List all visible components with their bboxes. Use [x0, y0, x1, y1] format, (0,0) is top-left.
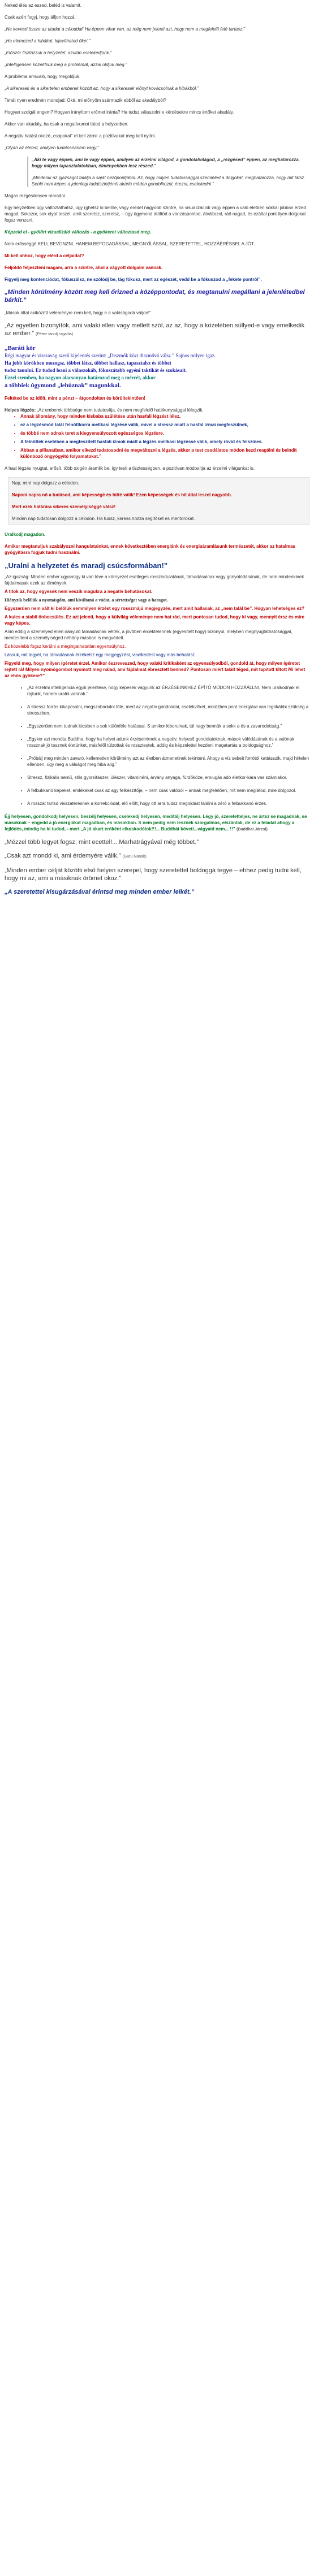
- paragraph: Egy helyzetben úgy változtathatsz, úgy (ghetsz ki belőle, vagy eredet nagyobb szintre, ha visualizációk vagy éppen a való életben sokkal jobban érzed magad. Sokszor, sok olyat teszel, amit szeretsz, szeretsz, – úgy ügymond átöltöd a vonzáspontod, átváltozol, ráő nagad, és ezáltal pont ilyen dolgokat fogsz vonzani.: [5, 205, 306, 223]
- list-item: • és többé nem adnak teret a kiegyensúlyozott egészséges légzésre.: [20, 430, 309, 436]
- highlight-title: „Uralni a helyzetet és maradj csúcsformában!”: [5, 561, 168, 570]
- block-line: Figyeld meg, hogy milyen ígéretet érzel. Amikor észreveszed, hogy valaki kritikaként az egyensúlyodból, gondold át, hogy milyen ígéretet rejtett rá! Milyen nyomógombot nyomott meg nálad, ami fájdalmat ébresztett benned? Pontosan miért talált téged, mit tapitott tiltott Mi lehet az ehös gyökere?”: [5, 661, 306, 678]
- article: [0, 0, 314, 896]
- callout-line: Mert ezek határára sikeres személyiséggé válsz!: [12, 504, 116, 509]
- intro-line: Tehát nyen eredmén mondjad: Oké, mi előnyöm származik ebből az akadályból?: [5, 98, 166, 103]
- sub-item: • „Egyszerűen nem tudnak kicsiben a sok különféle hatással. S amikor kiborulnak, túl nagy bennük a sokk a és a zavarodottság.”: [27, 723, 309, 729]
- intro-line: Neked élés az eszed, beléd is valamit.: [5, 3, 82, 8]
- green-heading: Képzeld el - gyölőrt vizualizáló változás - a gyökeret változtasd meg.: [5, 230, 152, 235]
- sub-item: • A rosszat tartsd visszatérésnek a korrekciódat, elő előtt, hogy ott arra tudsz megoldást találni a zéró a felbukkanó érzés.: [27, 800, 309, 807]
- highlight-quote: „Minden körülmény között meg kell őrizned a középpontodat, és megtanulni megállani a jelenlétedbel bárkit.”: [5, 289, 305, 304]
- navy-line: Figyelj meg kontenciódat, fókuszálsz, ne szólódj be, tág fókusz, mert az egészet, vedd be a fókuszod a „fekete pontról”.: [5, 277, 262, 282]
- block-line: Hiányzik belőlük a nyomásgőm, ami kiváltaná a vádat, a sértettséget vagy a haragot.: [5, 598, 168, 603]
- list-item: • A felnőttek esetében a megfeszített hasfali izmok miatt a légzés mellkasi légzéssé válik, amely rövid és felszínes.: [20, 439, 309, 445]
- intro-line: Csak azért fogyj, hogy álljon hozzá.: [5, 15, 76, 20]
- red-answer: Feljöldő feljesztení magam, arra a szintre, ahol a vágyott dolgaim vannak.: [5, 265, 163, 270]
- callout-box: [8, 477, 309, 525]
- paragraph: Magas rezgésiiensen maradni.: [5, 193, 66, 198]
- quote-line: „Mindenki az igazságot találja a saját nézőpontjából. Az, hogy milyen tudatossággal szemléled a dolgokat, meghatározza, hogy mit látsz. Senki nem képes a jelenlegi tudatszintjénél akárió módon gondolkozni, érezni, cselekedni.”: [32, 175, 306, 187]
- green-paragraph: [5, 813, 309, 833]
- paragraph: „Mások által akiközött véleményre nem kell, hogy e a valóságodá váljon!”: [5, 310, 151, 315]
- uralkodj-section: [5, 531, 309, 556]
- section-line: a többiek úgymond „lehúznak” magunkkal.: [5, 382, 121, 389]
- green-text: Éjj helyesen, gondolkodj helyesen, beszélj helyesen, cselekedj helyesen, meditálj helyesen. Légy jó, szeretetteljes, ne ártsz se magadnak, se másoknak – engedd a jó energiákat magadban, és másokban. S nem pedig nem lesznek szorgalmas, elszántak, de ez a feladat ahogy a fejlődés, mindig ha ki tudod, - mert „A jó akart erőként elkoskodótok!!!... Buddhát követi...vágyaid nem... !!”: [5, 814, 307, 832]
- block-line: Lássuk, mit tegyél, ha támadásnak érzékelsz egy megjegyzést, viselkedést vagy más behatást:: [5, 652, 196, 657]
- paragraph: „Mézzel több legyet fogsz, mint ecettel!... Marhatrágyával még többet.”: [5, 839, 199, 846]
- blockquote: [27, 157, 309, 187]
- section-line: Régi magyar és visszavág szerű kijelentés szerint: „Diszmők közt diszmővá válsz.” Sajnos milyen igaz.: [5, 353, 216, 358]
- block-line: A kulcs a stabil önbecsülés. Ez azt jelenti, hogy a külvilág véleménye nem hat rád, mert pontosan tudod, hogy ki vagy, mennyit érsz és mire vagy képes.: [5, 614, 304, 626]
- paragraph: „Minden ember célját közötti első helyen szerepel, hogy szeretettel boldoggá tegye – ehhez pedig tudni kell, hogy mi az, ami a másiknak örömet okoz.”: [5, 867, 302, 882]
- block-line: Aniő eddig a személyed ellen irányuló támadásnak vélték, a jövőben érdektelennek (egyesített hogy) bizonyul, melyben megnyugtathatósággal, mentesíteni a személyiséged néhány másban is megvédett.: [5, 629, 293, 640]
- sub-item: • A stressz forrás kikapcsolni, megszabadulni tőle, mert az negatív gondolatai, cselekvőket, miközben pont energiára van legnkábbi szükség a stresszben.: [27, 704, 309, 716]
- sub-item: • Stressz, fizikális nemű, stíls gyorsítászer, ülészer, vitaminéni, árvány anyaga, fürdőköze, emiugás adó életkor-kára vas számlakor.: [27, 774, 309, 781]
- quote-source: (Buddhai Járesl): [236, 828, 268, 832]
- intro-quote: „A sikeresek és a sikertelen emberek között az, hogy a sikeresek előnyt kovácsolnak a hibákból.”: [5, 86, 199, 91]
- intro-quote: „Olyan az életed, amilyen tudatosnánem vagy.”: [5, 145, 99, 150]
- quote-line: „Akí te vagy éppen, ami te vagy éppen, amilyen az érzelmi világod, a gondolatvilágod, a „rezgésed” éppen, az meghatározza, hogy milyen tapasztalatokban, élményekben lesz részed.”: [32, 157, 300, 168]
- list-item: • ez a légzésmód talál felnőttkorra mellkasi légzésé válik, mivel a stressz miatt a hasfal izmai megfeszülnek,: [20, 422, 309, 428]
- callout-line: Nap, mint nap dolgozz a célodon.: [12, 480, 79, 486]
- intro-quote: „Intelligensen közelítsük meg a problémát, azzal oldjuk meg.”: [5, 62, 127, 67]
- section-text: Amikor megtanuljuk szabályozni hangulatainkat, ennek következtében energiánk és energiaáramlásunk természetét, akkor az hatalmas gyógyításra fogjuk tudni használni.: [5, 544, 295, 555]
- legzes-list: [5, 413, 309, 460]
- block-line: „Az igazság: Minden ember ugyanúgy ki van téve a környezet esetleges rosszindulatának, támadásainak vagy gúnyolódásának, de nem mindenkinek fájdalmasak ezek az élmények.: [5, 574, 304, 586]
- sub-list: [5, 685, 309, 807]
- block-line: Egyszerűen nem vált ki belőlük semmilyen érzést egy rosszmájú megjegyzés, mert amit hallanak, az „nem talál be”. Hogyan lehetséges ez?: [5, 606, 304, 611]
- section-line: tudsz tanulni. Ez tudod leani a válaszokáb, fókuszátabb egyéni taktikát és szokásait.: [5, 367, 187, 373]
- sub-item: • „Az érzelmi intelligencia egyik jelentése, hogy képesek vagyunk az ÉRZÉSEINKHEZ ÉPÍTŐ MÓDON HOZZÁÁLLNI. Nem uralkodnak el rajtunk, hanem uralni vannak.”: [27, 685, 309, 697]
- callout-line: Minden nap tudatosan dolgozz a célodon. Ha tudsz, keress hozzá segítőket és mentorokat.: [12, 516, 195, 521]
- intro-line: A probléma arravaló, hogy megoldjuk.: [5, 74, 81, 79]
- section-title: „Baráti kör: [5, 345, 36, 352]
- quote-text: „Az egyetlen bizonyítók, ami valaki ellen vagy mellett szól, az az, hogy a közelében süllyed-e vagy emelkedik az ember.”: [5, 322, 305, 337]
- quote-source: (Guru Nanak): [122, 855, 147, 859]
- intro-line: A negatív hatást okozó „csapokat” el kell zárni: a pozitívakat meg kell nyitni.: [5, 133, 156, 138]
- closing-line: „A szeretettel kisugárzásával érintsd meg minden ember lelkét.”: [5, 889, 195, 895]
- sub-item: • „Próbálj meg minden zavaró, kellemetlen körülmény azt az életben átmenetinek tekinteni. Ahogy a víz sebeit forrótól kattásszik, majd hirtelen ellenben, úgy meg a válságot meg hiba alig.”: [27, 755, 309, 768]
- quote-text: „Csak azt mondd ki, ami érdemyére válik.”: [5, 852, 121, 859]
- block-line: A titok az, hogy egyesek nem veszik magukra a negatív behatásokat.: [5, 589, 153, 594]
- section-title: Uralkodj magadon.: [5, 532, 46, 537]
- section-lead: Helyes légzés:: [5, 408, 36, 413]
- intro-quote: „Ha elemezed a hibákat, kijavíthatod őket.”: [5, 38, 91, 44]
- helyes-legzes: [5, 407, 309, 471]
- sub-item: • A felbukkanó képeket, emlékeket csak az agy felkészítője, – nem csak valóból – annak megfelelően, mit nem meglátod, mire dolgozol.: [27, 787, 309, 794]
- paragraph: [5, 322, 309, 339]
- barati-section: [5, 344, 309, 389]
- callout-line: Naponi napra nő a tudásod, ami képességé és hitté válik! Ezen képességek és hit által leszel nagyobb.: [12, 492, 233, 497]
- section-lead-text: „Az emberek többsége nem tudatosítja, és nem megfelelő hatékonysággal lélegzik.: [37, 408, 204, 413]
- paragraph: Nem erősséggé KELL BEVONZNI, HANEM BEFOGADÁSSAL, MEGNYÍLÁSSAL, SZERETETTEL, HOZZÁÉRÉSSEL A JÓT.: [5, 241, 255, 246]
- red-line: Feltéted be az idölt, mint a pénzt – átgondoltan és körültekintően!: [5, 396, 145, 401]
- quote-source: (Pétez tanulj ragalás): [36, 332, 74, 336]
- paragraph: [5, 852, 309, 861]
- paragraph: A hasi légzés nyugtat, erősít, több oxigén áramlik be, így testi a tisztességben, a pozitívan módosítja az érzelmi világunkat is.: [5, 466, 255, 471]
- intro-quote: „Ne kevesd össze az utadat a céloddal! Ha éppen vihar van, az még nem jelenti azt, hogy nem a megfelelő felé tartasz!”: [5, 27, 246, 32]
- sub-item: • „Egykor azt mondta Buddha, hogy ha helyet adunk érzéseinknek a negatív, helyeső gondolatoknak, mások válódásának és a valónak rossznak jó tesznek életünket, másfelől túlzottak és rossztestek, addig és képzelettel kezdeni magatartás a boldogsághoz.”: [27, 736, 309, 748]
- list-item: • Annak állomány, hogy minden kisbaba szülétése után hasfali légzést lélez,: [20, 413, 309, 419]
- intro-line: Akkor van akadály, ha csak a negatívumot látod a helyzetben.: [5, 122, 129, 127]
- intro-line: Hogyan szolgál engem? Hogyan irányítom erőmet iránta? Ha tudsz válaszolni e kérdésekre mincs értőket akadály.: [5, 110, 234, 115]
- red-question: Mi kell ahhoz, hogy elérd a céljaidat?: [5, 253, 84, 258]
- uralni-block: [5, 574, 309, 679]
- intro-quote: „Először tisztázzuk a helyzetet, azután cselekedjünk.”: [5, 50, 112, 55]
- section-line: Ha jobb körökben mozogsz, többet látsz, többet hallasz, tapasztalsz és többet: [5, 360, 171, 366]
- list-item: • Abban a pillanatban, amikor elkezd tudatosodni és megváltozni a légzés, akkor a test csodálatos módon kezd reagálni és beindít különböző öngyógyító folyamatokat.”: [20, 447, 309, 460]
- section-line: Ezzel szemben, ha nagyon alacsonyan határozod meg a mércét, akkor: [5, 375, 156, 380]
- block-line: És közelebb fogsz kerülni a megingathatatlan egyensúlyhoz.: [5, 644, 126, 649]
